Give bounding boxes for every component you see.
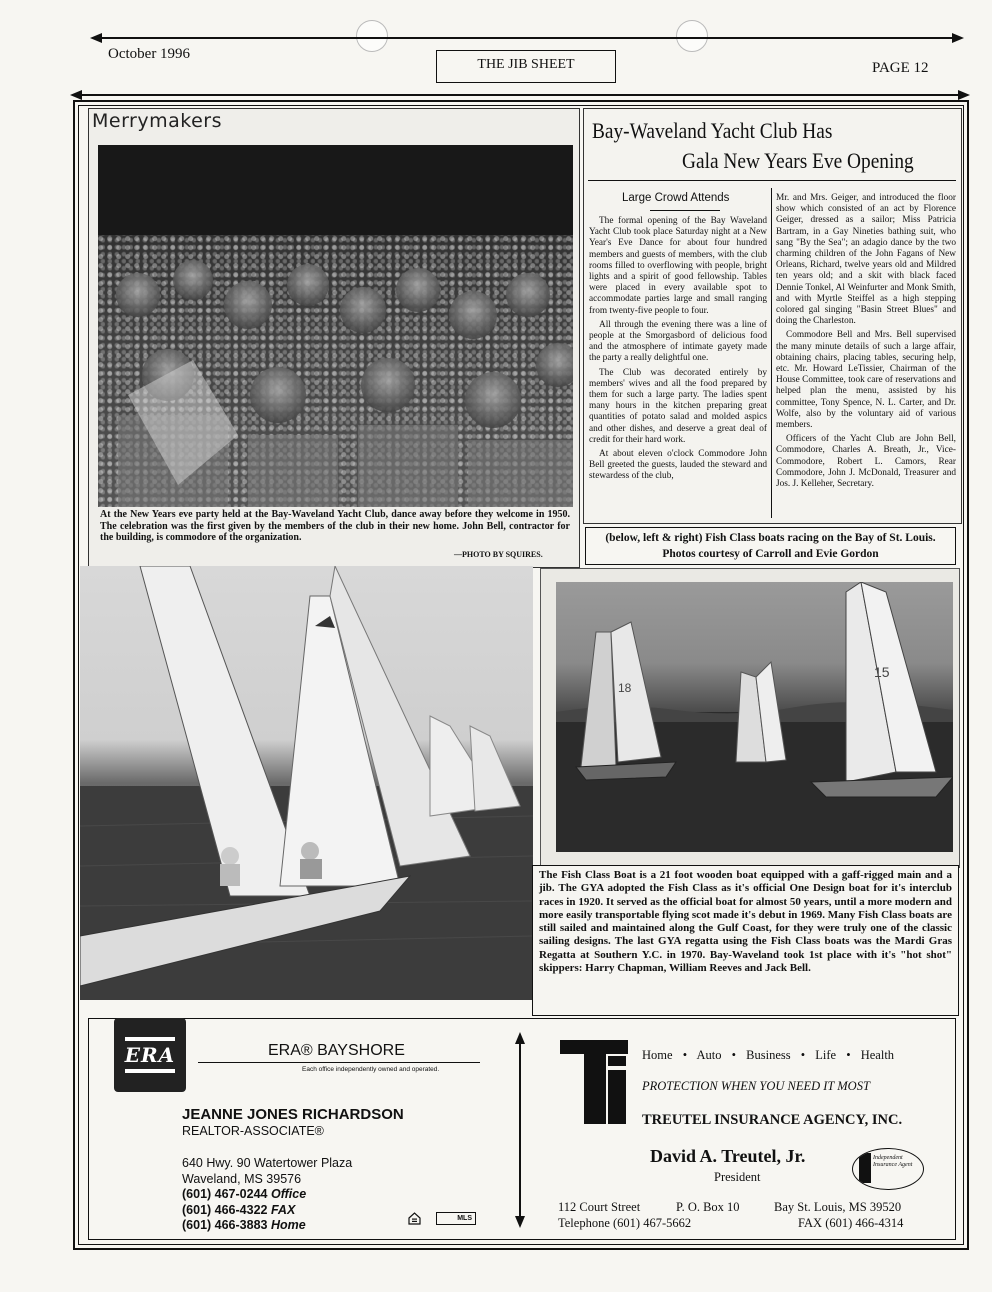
article-col-1 — [589, 216, 767, 521]
seal-text: Independent Insurance Agent — [873, 1155, 913, 1168]
era-address-2: Waveland, MS 39576 — [182, 1171, 302, 1186]
treutel-person: David A. Treutel, Jr. — [650, 1146, 806, 1166]
era-agent-role: REALTOR-ASSOCIATE® — [182, 1124, 324, 1138]
article-subhead: Large Crowd Attends — [622, 192, 730, 204]
arrow-left-icon — [70, 90, 82, 100]
treutel-pobox: P. O. Box 10 — [676, 1200, 740, 1214]
fish-caption-line-1: (below, left & right) Fish Class boats racing on the Bay of St. Louis. — [605, 532, 936, 544]
treutel-slogan: PROTECTION WHEN YOU NEED IT MOST — [642, 1079, 870, 1093]
treutel-title: President — [714, 1170, 761, 1184]
seal-emblem-icon — [859, 1153, 871, 1183]
arrow-up-icon — [515, 1032, 525, 1044]
photo-credit: —PHOTO BY SQUIRES. — [454, 550, 543, 559]
article-paragraph: The formal opening of the Bay Waveland Yacht Club took place Saturday night at a New Year's Eve Dance for about four hundred members and guests of members, with the club rooms filled to overflowing with people, bright lights and a spirit of good fellowship. Tables were placed in every available spot to accommodate parties large and small ranging from twenty-five people to four. — [589, 216, 767, 316]
article-headline-2: Gala New Years Eve Opening — [682, 148, 914, 173]
merrymakers-photo — [98, 145, 573, 507]
era-phone-office: (601) 467-0244 Office — [182, 1187, 307, 1201]
binder-hole — [676, 20, 708, 52]
era-logo — [114, 1018, 186, 1092]
arrow-down-icon — [515, 1216, 525, 1228]
equal-housing-icon — [408, 1212, 421, 1225]
article-paragraph: Mr. and Mrs. Geiger, and introduced the floor show which consisted of an act by Florence Geiger, dressed as a sailor; Miss Patricia Bartram, in a Gay Nineties bathing suit, who sang "By the Sea"; an adagio dance by the two charming children of the John Fagans of New Orleans, Richard, twelve years old and Mildred ten years old; and a skit with black faced Dennie Tonkel, Al Weinfurter and Monk Smith, and with Myrtle Steiffel as a high stepping colored gal singing "Basin Street Blues" and doing the Charleston. — [776, 193, 956, 327]
fish-caption-line-2: Photos courtesy of Carroll and Evie Gordon — [662, 548, 879, 560]
article-paragraph: At about eleven o'clock Commodore John Bell greeted the guests, lauded the steward and stewardess of the club, — [589, 449, 767, 482]
era-address-1: 640 Hwy. 90 Watertower Plaza — [182, 1156, 353, 1170]
era-tagline: Each office independently owned and operated. — [302, 1066, 440, 1073]
ti-logo-icon — [560, 1040, 632, 1124]
sail-number-18: 18 — [618, 681, 632, 695]
header-date: October 1996 — [108, 46, 191, 62]
realtor-mls-icon — [436, 1212, 476, 1225]
article-headline-1: Bay-Waveland Yacht Club Has — [592, 118, 833, 143]
era-office: ERA® BAYSHORE — [268, 1042, 405, 1059]
treutel-fax: FAX (601) 466-4314 — [798, 1216, 904, 1230]
arrow-right-icon — [958, 90, 970, 100]
header-page: PAGE 12 — [872, 60, 929, 76]
era-agent-name: JEANNE JONES RICHARDSON — [182, 1106, 404, 1123]
header-title-box — [436, 50, 616, 83]
treutel-street: 112 Court Street — [558, 1200, 641, 1214]
sailboats-photo-right — [556, 582, 953, 852]
article-paragraph: Commodore Bell and Mrs. Bell supervised the many minute details of such a large affair, obtaining chairs, placing tables, securing help, etc. Mr. Howard LeTissier, Chairman of the House Committee, took care of reservations and helped plan the menu, assisted by his committee, Tony Spence, N. L. Carter, and Dr. Wolfe, also by the voluntary aid of various members. — [776, 330, 956, 431]
header-rule-top — [100, 37, 955, 39]
fish-class-text: The Fish Class Boat is a 21 foot wooden boat equipped with a gaff-rigged main and a jib. The GYA adopted the Fish Class as it's official One Design boat for it's interclub races in 1920. It served as the official boat for almost 50 years, until a more modern and more easily transportable flying scot made it's debut in 1969. Many Fish Class boats are still sailed and maintained along the Gulf Coast, for they were truly one of the classic sailing designs. The last GYA regatta using the Fish Class boats was the Mardi Gras Regatta at Southern Y.C. in 1970. Bay-Waveland took 1st place with it's "hot shot" skippers: Harry Chapman, William Reeves and Jack Bell. — [539, 869, 952, 975]
era-phone-fax: (601) 466-4322 FAX — [182, 1202, 296, 1217]
treutel-lines-of-business: Home • Auto • Business • Life • Health — [642, 1048, 895, 1062]
sail-number-15: 15 — [874, 664, 890, 680]
fish-photo-caption-box — [585, 527, 956, 565]
era-logo-text: ERA — [125, 1037, 175, 1073]
sailboats-illustration-left — [80, 566, 533, 1000]
subhead-rule — [650, 210, 720, 211]
era-phone-home: (601) 466-3883 Home — [182, 1218, 306, 1232]
article-paragraph: All through the evening there was a line of people at the Smorgasbord of delicious food and the atmosphere of intimate gayety made the party a really delightful one. — [589, 319, 767, 364]
headline-rule — [588, 180, 956, 181]
era-contact — [182, 1156, 352, 1234]
header-title: THE JIB SHEET — [477, 57, 575, 72]
arrow-right-icon — [952, 33, 964, 43]
article-paragraph: The Club was decorated entirely by members' wives and all the food prepared by them for such a large party. The ladies spent many hours in the kitchen preparing great quantities of potato salad and molded aspics and other dishes, and deserve a great deal of credit for their hard work. — [589, 367, 767, 445]
column-divider — [771, 188, 772, 518]
independent-agent-seal — [852, 1148, 924, 1190]
era-rule — [198, 1062, 480, 1063]
sailboats-illustration-right — [556, 582, 953, 852]
crowd-illustration — [98, 145, 573, 507]
ad-divider — [519, 1040, 521, 1220]
header-rule-bottom — [80, 94, 960, 96]
arrow-left-icon — [90, 33, 102, 43]
sailboats-photo-left — [80, 566, 533, 1000]
article-paragraph: Officers of the Yacht Club are John Bell, Commodore, Charles A. Breath, Jr., Vice-Commodore, Robert L. Camors, Rear Commodore, John J. McDonald, Treasurer and Jos. J. Kelleher, Secretary. — [776, 434, 956, 490]
article-col-2 — [776, 193, 956, 521]
mls-badge: MLS — [457, 1215, 472, 1222]
treutel-logo — [560, 1040, 632, 1124]
treutel-company: TREUTEL INSURANCE AGENCY, INC. — [642, 1112, 903, 1128]
fish-class-text-box — [532, 865, 959, 1016]
merrymakers-caption: At the New Years eve party held at the Bay-Waveland Yacht Club, dance away before they welcome in 1950. The celebration was the first given by the members of the club in their new home. John Bell, contractor for the building, is commodore of the organization. — [100, 509, 570, 543]
treutel-city: Bay St. Louis, MS 39520 — [774, 1200, 902, 1214]
merrymakers-label: Merrymakers — [92, 110, 222, 132]
treutel-phone: Telephone (601) 467-5662 — [558, 1216, 692, 1230]
binder-hole — [356, 20, 388, 52]
